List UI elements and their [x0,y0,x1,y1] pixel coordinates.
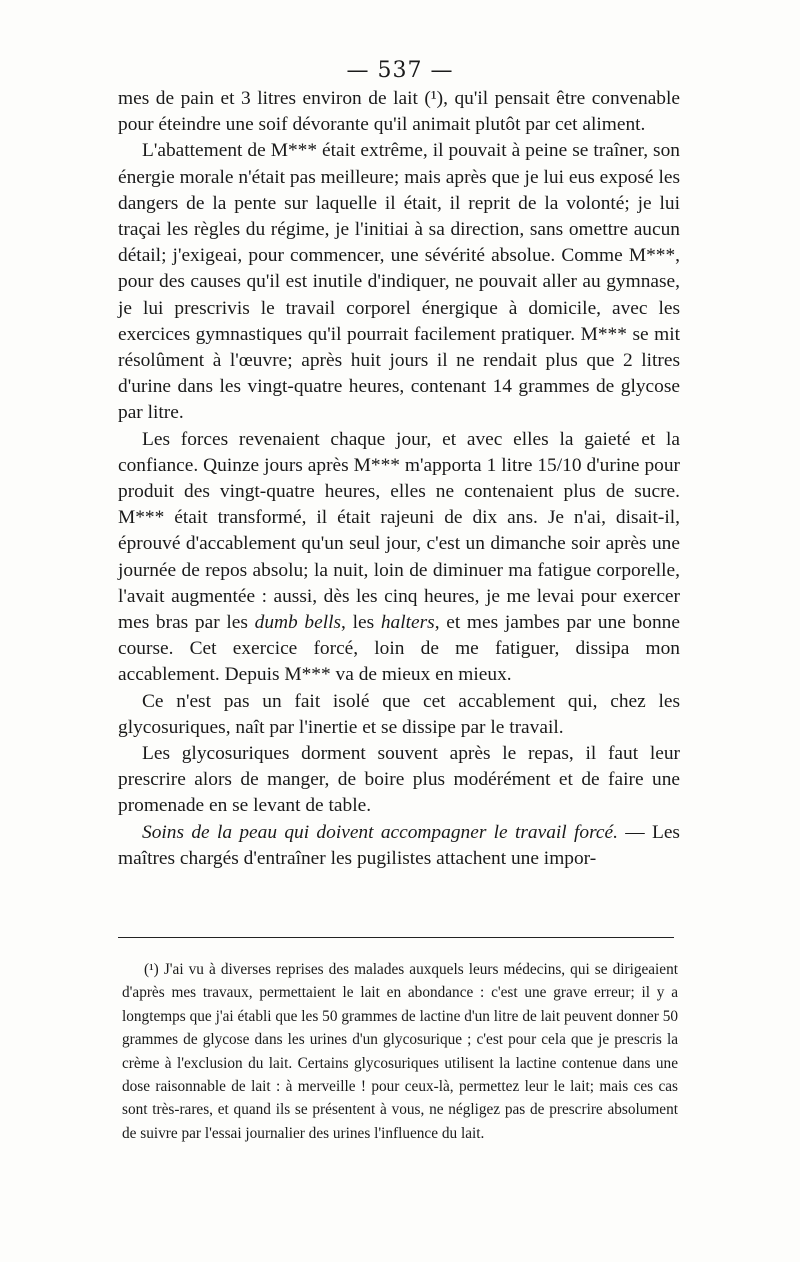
paragraph-2: L'abattement de M*** était extrême, il pouvait à peine se traîner, son énergie morale n'était pas meilleure; mais après que je lui eus exposé les dangers de la pente sur laquelle il était, il reprit de la volonté; je lui traçai les règles du régime, je l'initiai à sa direction, sans omettre aucun détail; j'exigeai, pour commencer, une sévérité absolue. Comme M***, pour des causes qu'il est inutile d'indiquer, ne pouvait aller au gymnase, je lui prescrivis le travail corporel énergique à domicile, avec les exercices gymnastiques qu'il pourrait facilement pratiquer. M*** se mit résolûment à l'œuvre; après huit jours il ne rendait plus que 2 litres d'urine dans les vingt-quatre heures, contenant 14 grammes de glycose par litre. [118,140,680,424]
footnote-divider [118,937,674,938]
paragraph-6 [118,820,680,872]
paragraph-6-text: Les maîtres chargés d'entraîner les pugilistes attachent une impor- [118,821,680,869]
paragraph-3-main: Les forces revenaient chaque jour, et avec elles la gaieté et la confiance. Quinze jours après M*** m'apporta 1 litre 15/10 d'urine pour produit des vingt-quatre heures, elles ne contenaient plus de sucre. M*** était transformé, il était rajeuni de dix ans. Je n'ai, disait-il, éprouvé d'accablement qu'un seul jour, c'est un dimanche soir après une journée de repos absolu; la nuit, loin de diminuer ma fatigue corporelle, l'avait augmentée : aussi, dès les cinq heures, je me levai pour exercer mes bras par les [118,428,680,634]
paragraph-3-end: , et mes jambes par une bonne course. Cet exercice forcé, loin de me fatiguer, dissipa mon accablement. Depuis M*** va de mieux en mieux. [118,612,680,686]
footnote-text: (¹) J'ai vu à diverses reprises des malades auxquels leurs médecins, qui se dirigeaient d'après mes travaux, permettaient le lait en abondance : c'est une grave erreur; il y a longtemps que j'ai établi que les 50 grammes de lactine d'un litre de lait peuvent donner 50 grammes de glycose dans les urines d'un glycosurique ; c'est pour cela que je prescris la crème à l'exclusion du lait. Certains glycosuriques utilisent la lactine contenue dans une dose raisonnable de lait : à merveille ! pour ceux-là, permettez leur le lait; mais ces cas sont très-rares, et quand ils se présentent à vous, ne négligez pas de prescrire absolument de suivre par l'essai journalier des urines l'influence du lait. [122,961,678,1142]
footnote [122,958,678,1145]
paragraph-1: mes de pain et 3 litres environ de lait (¹), qu'il pensait être convenable pour éteindre une soif dévorante qu'il animait plutôt par cet aliment. [118,88,680,136]
term-dumb-bells: dumb bells [254,612,342,634]
paragraph-5: Les glycosuriques dorment souvent après le repas, il faut leur prescrire alors de manger, de boire plus modérément et de faire une promenade en se levant de table. [118,743,680,817]
paragraph-3 [118,427,680,689]
term-halters: halters [380,612,435,634]
paragraph-3-separator: , les [341,612,381,634]
section-heading-soins: Soins de la peau qui doivent accompagner le travail forcé. [142,821,618,843]
heading-dash: — [617,821,652,843]
paragraph-4: Ce n'est pas un fait isolé que cet accablement qui, chez les glycosuriques, naît par l'inertie et se dissipe par le travail. [118,690,680,738]
page-number: — 537 — [346,58,454,83]
main-text [118,86,680,872]
